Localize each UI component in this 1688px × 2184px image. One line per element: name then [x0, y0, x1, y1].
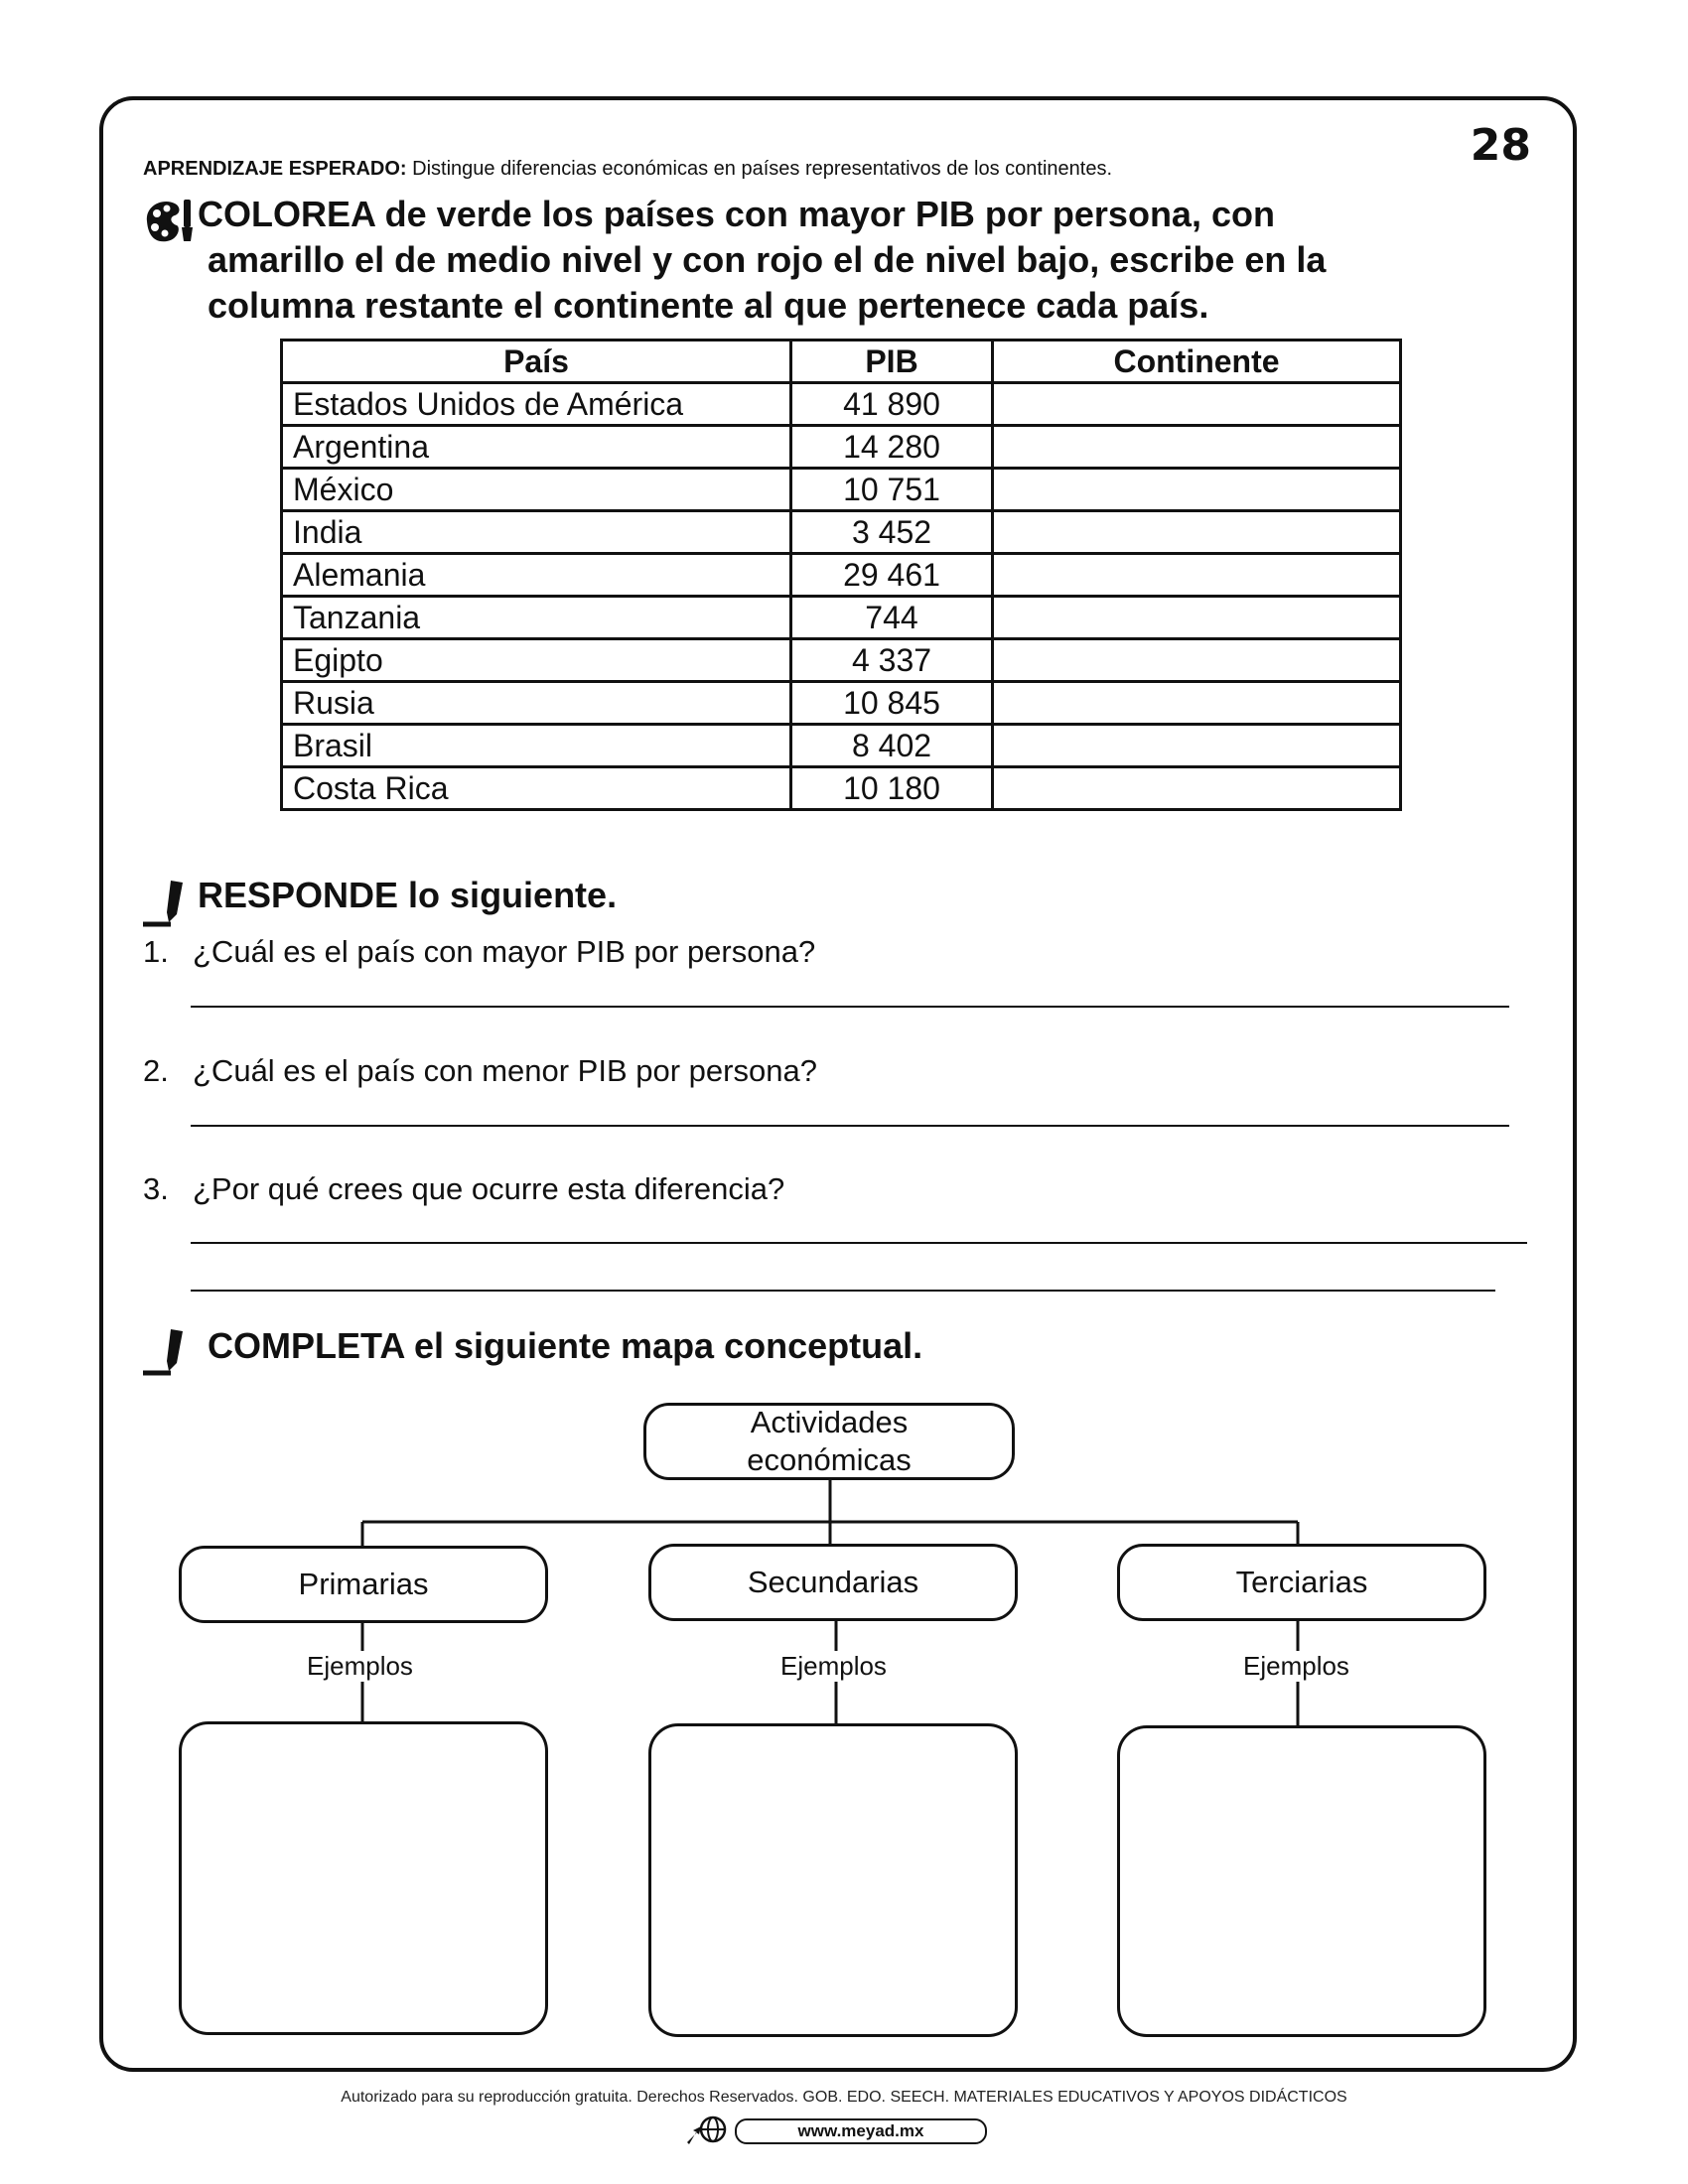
pib-cell: 29 461	[791, 554, 993, 597]
pib-cell: 10 845	[791, 682, 993, 725]
country-cell: Costa Rica	[282, 767, 791, 810]
coloring-instruction-line-1: COLOREA de verde los países con mayor PIB por persona, con	[198, 194, 1275, 234]
examples-box-primarias[interactable]	[179, 1721, 548, 2035]
concept-root-node	[643, 1403, 1015, 1480]
globe-cursor-icon	[685, 2115, 729, 2144]
pib-cell: 10 180	[791, 767, 993, 810]
pib-cell: 10 751	[791, 469, 993, 511]
country-cell: Brasil	[282, 725, 791, 767]
question-text: ¿Por qué crees que ocurre esta diferencia?	[193, 1171, 785, 1206]
footer-url[interactable]: www.meyad.mx	[735, 2118, 987, 2144]
question-number: 3.	[143, 1171, 169, 1206]
link-label-ejemplos: Ejemplos	[1243, 1651, 1349, 1681]
question-number: 1.	[143, 934, 169, 969]
pib-cell: 4 337	[791, 639, 993, 682]
objective-text: Distingue diferencias económicas en países representativos de los continentes.	[412, 158, 1113, 180]
concept-node-primarias: Primarias	[179, 1546, 548, 1623]
question-text: ¿Cuál es el país con menor PIB por persona?	[193, 1053, 817, 1088]
country-cell: Estados Unidos de América	[282, 383, 791, 426]
concept-node-secundarias: Secundarias	[648, 1544, 1018, 1621]
objective-label: APRENDIZAJE ESPERADO:	[143, 158, 407, 180]
country-cell: India	[282, 511, 791, 554]
respond-instruction: RESPONDE lo siguiente.	[198, 875, 618, 915]
header-country: País	[282, 341, 791, 383]
pib-cell: 3 452	[791, 511, 993, 554]
concept-root-line-2: económicas	[747, 1442, 912, 1477]
concept-root-line-1: Actividades	[750, 1405, 909, 1439]
page-number: 28	[1470, 120, 1531, 171]
coloring-instruction-line-2: amarillo el de medio nivel y con rojo el de nivel bajo, escribe en la	[208, 239, 1327, 280]
link-label-ejemplos: Ejemplos	[307, 1651, 413, 1681]
header-pib: PIB	[791, 341, 993, 383]
examples-box-terciarias[interactable]	[1117, 1725, 1486, 2037]
country-cell: México	[282, 469, 791, 511]
country-cell: Egipto	[282, 639, 791, 682]
header-continent: Continente	[993, 341, 1401, 383]
pib-cell: 14 280	[791, 426, 993, 469]
country-cell: Tanzania	[282, 597, 791, 639]
link-label-ejemplos: Ejemplos	[780, 1651, 887, 1681]
footer-copyright: Autorizado para su reproducción gratuita. Derechos Reservados. GOB. EDO. SEECH. MATERIALES EDUCATIVOS Y APOYOS DIDÁCTICOS	[341, 2089, 1347, 2106]
worksheet-frame	[99, 96, 1577, 2072]
pib-cell: 8 402	[791, 725, 993, 767]
complete-instruction: COMPLETA el siguiente mapa conceptual.	[208, 1325, 923, 1366]
concept-node-terciarias: Terciarias	[1117, 1544, 1486, 1621]
country-cell: Rusia	[282, 682, 791, 725]
question-number: 2.	[143, 1053, 169, 1088]
pib-cell: 744	[791, 597, 993, 639]
country-cell: Alemania	[282, 554, 791, 597]
country-cell: Argentina	[282, 426, 791, 469]
coloring-instruction-line-3: columna restante el continente al que pertenece cada país.	[208, 285, 1209, 326]
examples-box-secundarias[interactable]	[648, 1723, 1018, 2037]
pib-cell: 41 890	[791, 383, 993, 426]
question-text: ¿Cuál es el país con mayor PIB por persona?	[193, 934, 816, 969]
